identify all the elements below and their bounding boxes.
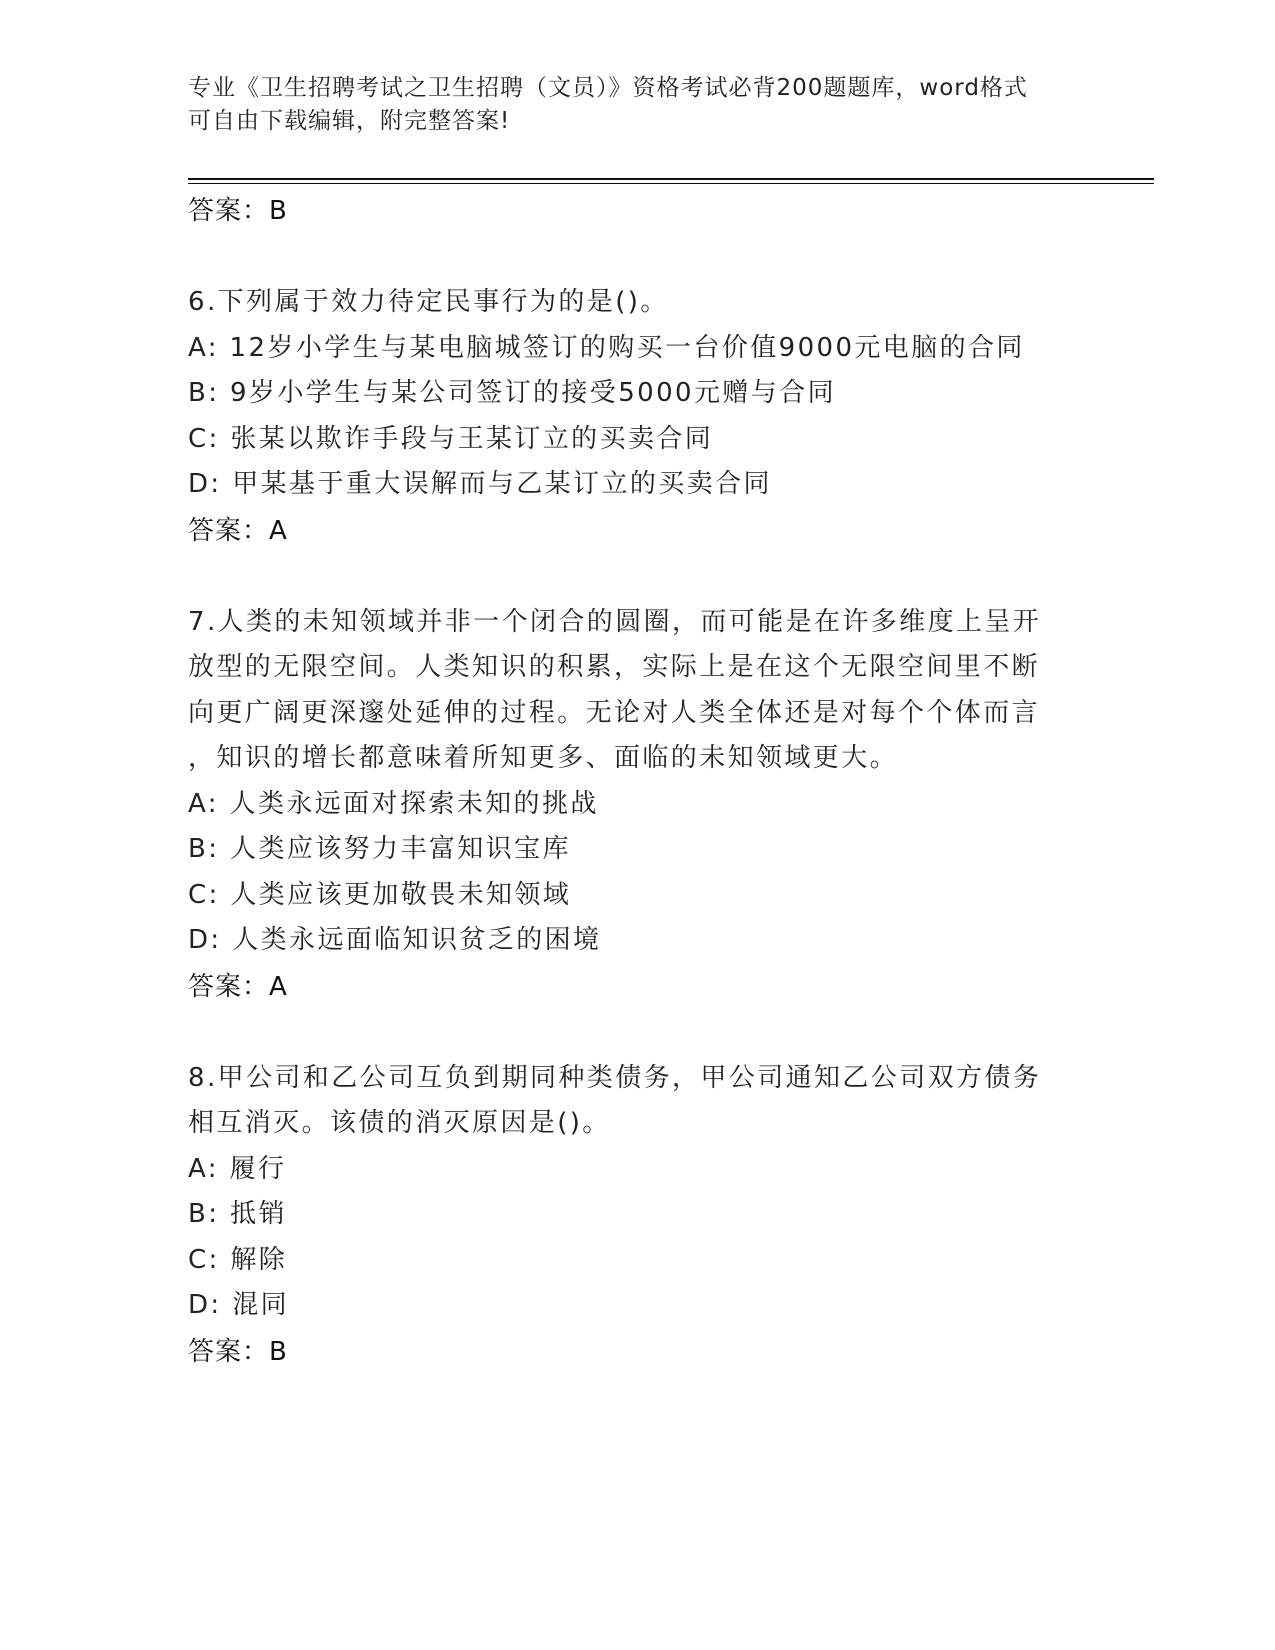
question-stem-line: ，知识的增长都意味着所知更多、面临的未知领域更大。	[188, 743, 899, 773]
answer-label: 答案：B	[188, 1336, 288, 1367]
option-b: B: 9岁小学生与某公司签订的接受5000元赠与合同	[188, 378, 836, 408]
spacer	[188, 1010, 1078, 1056]
spacer	[188, 554, 1078, 600]
header-rule-thick	[188, 178, 1154, 180]
spacer	[188, 234, 1078, 280]
page-header	[188, 72, 1068, 138]
question-stem-line: 7.人类的未知领域并非一个闭合的圆圈，而可能是在许多维度上呈开	[188, 606, 1042, 637]
option-a: A: 履行	[188, 1153, 287, 1184]
question-stem-line: 相互消灭。该债的消灭原因是()。	[188, 1108, 611, 1138]
answer-label: 答案：A	[188, 971, 288, 1002]
question-stem: 6.下列属于效力待定民事行为的是()。	[188, 287, 669, 317]
question-content	[188, 188, 1078, 1375]
answer-label: 答案：A	[188, 515, 288, 546]
option-b: B: 抵销	[188, 1199, 287, 1229]
option-c: C: 解除	[188, 1244, 288, 1275]
question-stem-line: 8.甲公司和乙公司互负到期同种类债务，甲公司通知乙公司双方债务	[188, 1062, 1042, 1093]
question-stem-line: 放型的无限空间。人类知识的积累，实际上是在这个无限空间里不断	[188, 652, 1041, 682]
option-d: D: 人类永远面临知识贫乏的困境	[188, 925, 602, 955]
option-a: A: 人类永远面对探索未知的挑战	[188, 788, 599, 819]
question-7	[188, 600, 1078, 1010]
previous-answer: 答案：B	[188, 196, 288, 226]
header-line-2: 可自由下载编辑，附完整答案!	[188, 108, 511, 134]
option-d: D: 混同	[188, 1290, 290, 1320]
header-line-1: 专业《卫生招聘考试之卫生招聘（文员）》资格考试必背200题题库，word格式	[188, 75, 1028, 101]
option-d: D: 甲某基于重大误解而与乙某订立的买卖合同	[188, 469, 772, 499]
question-stem-line: 向更广阔更深邃处延伸的过程。无论对人类全体还是对每个个体而言	[188, 697, 1041, 728]
option-c: C: 张某以欺诈手段与王某订立的买卖合同	[188, 423, 714, 454]
option-b: B: 人类应该努力丰富知识宝库	[188, 834, 571, 864]
option-a: A: 12岁小学生与某电脑城签订的购买一台价值9000元电脑的合同	[188, 332, 1025, 363]
question-8	[188, 1056, 1078, 1375]
header-rule-thin	[188, 183, 1154, 184]
question-6	[188, 280, 1078, 554]
option-c: C: 人类应该更加敬畏未知领域	[188, 879, 572, 910]
